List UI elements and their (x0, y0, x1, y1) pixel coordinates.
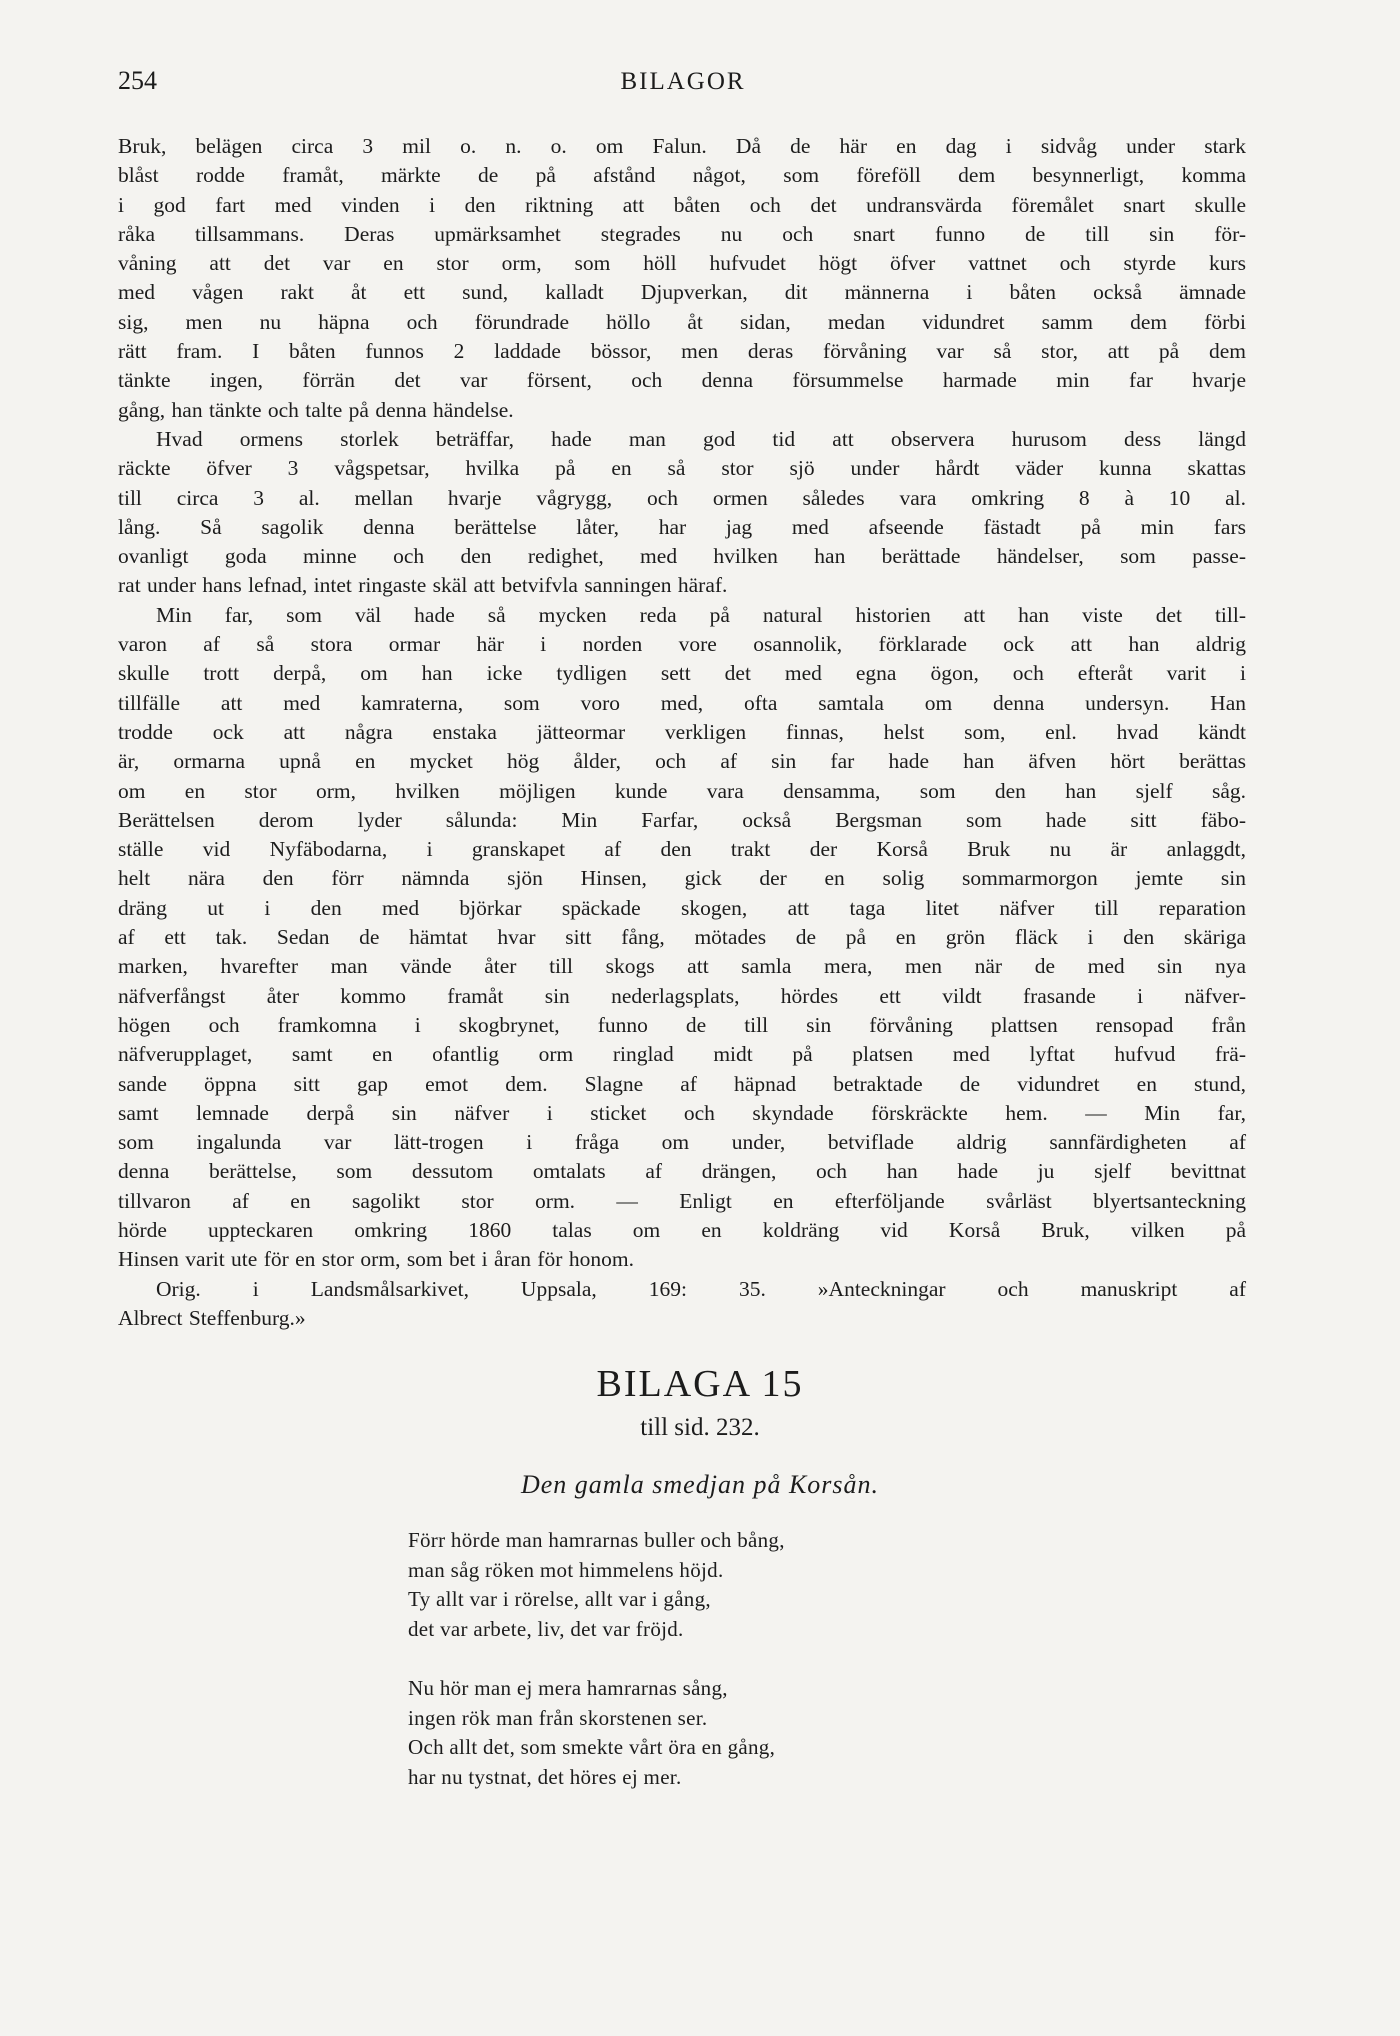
body-text (118, 132, 1246, 1333)
text-line: högen och framkomna i skogbrynet, funno de till sin förvåning plattsen rensopad från (118, 1012, 1246, 1037)
text-line: är, ormarna upnå en mycket hög ålder, och af sin far hade han äfven hört berättas (118, 749, 1246, 774)
text-line: rat under hans lefnad, intet ringaste skäl att betvifvla sanningen häraf. (118, 573, 728, 598)
text-line: Bruk, belägen circa 3 mil o. n. o. om Falun. Då de här en dag i sidvåg under stark (118, 134, 1246, 158)
text-line: ställe vid Nyfäbodarna, i granskapet af den trakt der Korså Bruk nu är anlaggdt, (118, 837, 1246, 862)
text-line: tillvaron af en sagolikt stor orm. — Enligt en efterföljande svårläst blyertsanteckning (118, 1188, 1246, 1213)
text-line: Hinsen varit ute för en stor orm, som bet i åran för honom. (118, 1247, 634, 1272)
text-line: våning att det var en stor orm, som höll hufvudet högt öfver vattnet och styrde kurs (118, 251, 1246, 276)
text-line: Hvad ormens storlek beträffar, hade man god tid att observera hurusom dess längd (156, 426, 1246, 451)
text-line: Orig. i Landsmålsarkivet, Uppsala, 169: 35. »Anteckningar och manuskript af (156, 1276, 1246, 1301)
text-line: dräng ut i den med björkar späckade skogen, att taga litet näfver till reparation (118, 895, 1246, 920)
text-line: gång, han tänkte och talte på denna händelse. (118, 397, 514, 422)
text-line: om en stor orm, hvilken möjligen kunde vara densamma, som den han sjelf såg. (118, 778, 1246, 803)
poem-verse: Förr hörde man hamrarnas buller och bång, (408, 1528, 785, 1552)
running-head: BILAGOR (620, 68, 746, 95)
text-line: sande öppna sitt gap emot dem. Slagne af häpnad betraktade de vidundret en stund, (118, 1071, 1246, 1096)
text-line: näfverupplaget, samt en ofantlig orm ringlad midt på platsen med lyftat hufvud frä- (118, 1042, 1246, 1067)
text-line: räckte öfver 3 vågspetsar, hvilka på en så stor sjö under hårdt väder kunna skattas (118, 456, 1246, 481)
text-line: näfverfångst åter kommo framåt sin nederlagsplats, hördes ett vildt frasande i näfver- (118, 983, 1246, 1008)
poem-verse: ingen rök man från skorstenen ser. (408, 1705, 708, 1730)
text-line: lång. Så sagolik denna berättelse låter, har jag med afseende fästadt på min fars (118, 514, 1246, 539)
poem-verse: Ty allt var i rörelse, allt var i gång, (408, 1587, 711, 1611)
text-line: helt nära den förr nämnda sjön Hinsen, gick der en solig sommarmorgon jemte sin (118, 866, 1246, 891)
text-line: Min far, som väl hade så mycken reda på natural historien att han viste det till- (156, 602, 1246, 627)
poem-verse: det var arbete, liv, det var fröjd. (408, 1616, 684, 1641)
text-line: till circa 3 al. mellan hvarje vågrygg, och ormen således vara omkring 8 à 10 al. (118, 485, 1246, 510)
text-line: med vågen rakt åt ett sund, kalladt Djupverkan, dit männerna i båten också ämnade (118, 280, 1246, 305)
poem (408, 1526, 1008, 1822)
text-line: tänkte ingen, förrän det var försent, och denna försummelse harmade min far hvarje (118, 368, 1246, 393)
text-line: hörde uppteckaren omkring 1860 talas om en koldräng vid Korså Bruk, vilken på (118, 1217, 1246, 1242)
text-line: trodde ock att några enstaka jätteormar verkligen finnas, helst som, enl. hvad kändt (118, 719, 1246, 744)
poem-verse: Nu hör man ej mera hamrarnas sång, (408, 1676, 728, 1700)
text-line: ovanligt goda minne och den redighet, med hvilken han berättade händelser, som passe- (118, 544, 1246, 569)
text-line: af ett tak. Sedan de hämtat hvar sitt fång, mötades de på en grön fläck i den skäriga (118, 925, 1246, 950)
appendix-reference: till sid. 232. (640, 1414, 760, 1441)
text-line: som ingalunda var lätt-trogen i fråga om under, betviflade aldrig sannfärdigheten af (118, 1130, 1246, 1155)
text-line: blåst rodde framåt, märkte de på afstånd något, som föreföll dem besynnerligt, komma (118, 163, 1246, 188)
poem-stanza (408, 1526, 1008, 1644)
text-line: tillfälle att med kamraterna, som voro med, ofta samtala om denna undersyn. Han (118, 690, 1246, 715)
text-line: sig, men nu häpna och förundrade höllo åt sidan, medan vidundret samm dem förbi (118, 309, 1246, 334)
text-line: samt lemnade derpå sin näfver i sticket och skyndade förskräckte hem. — Min far, (118, 1100, 1246, 1125)
text-line: råka tillsammans. Deras upmärksamhet stegrades nu och snart funno de till sin för- (118, 221, 1246, 246)
text-line: Berättelsen derom lyder sålunda: Min Farfar, också Bergsman som hade sitt fäbo- (118, 807, 1246, 832)
poem-verse: Och allt det, som smekte vårt öra en gång, (408, 1735, 776, 1759)
text-line: Albrect Steffenburg.» (118, 1305, 306, 1330)
text-line: i god fart med vinden i den riktning att båten och det undransvärda föremålet snart skulle (118, 192, 1246, 217)
poem-verse: man såg röken mot himmelens höjd. (408, 1557, 724, 1582)
page-number: 254 (118, 66, 157, 95)
poem-stanza (408, 1674, 1008, 1792)
page-header (118, 66, 1248, 106)
text-line: skulle trott derpå, om han icke tydligen sett det med egna ögon, och efteråt varit i (118, 661, 1246, 686)
poem-title: Den gamla smedjan på Korsån. (520, 1470, 880, 1499)
appendix-title: BILAGA 15 (596, 1363, 804, 1405)
text-line: varon af så stora ormar här i norden vore osannolik, förklarade ock att han aldrig (118, 632, 1246, 657)
text-line: denna berättelse, som dessutom omtalats af drängen, och han hade ju sjelf bevittnat (118, 1159, 1246, 1184)
text-line: marken, hvarefter man vände åter till skogs att samla mera, men när de med sin nya (118, 954, 1246, 979)
text-line: rätt fram. I båten funnos 2 laddade bössor, men deras förvåning var så stor, att på dem (118, 339, 1246, 364)
poem-verse: har nu tystnat, det höres ej mer. (408, 1764, 682, 1789)
